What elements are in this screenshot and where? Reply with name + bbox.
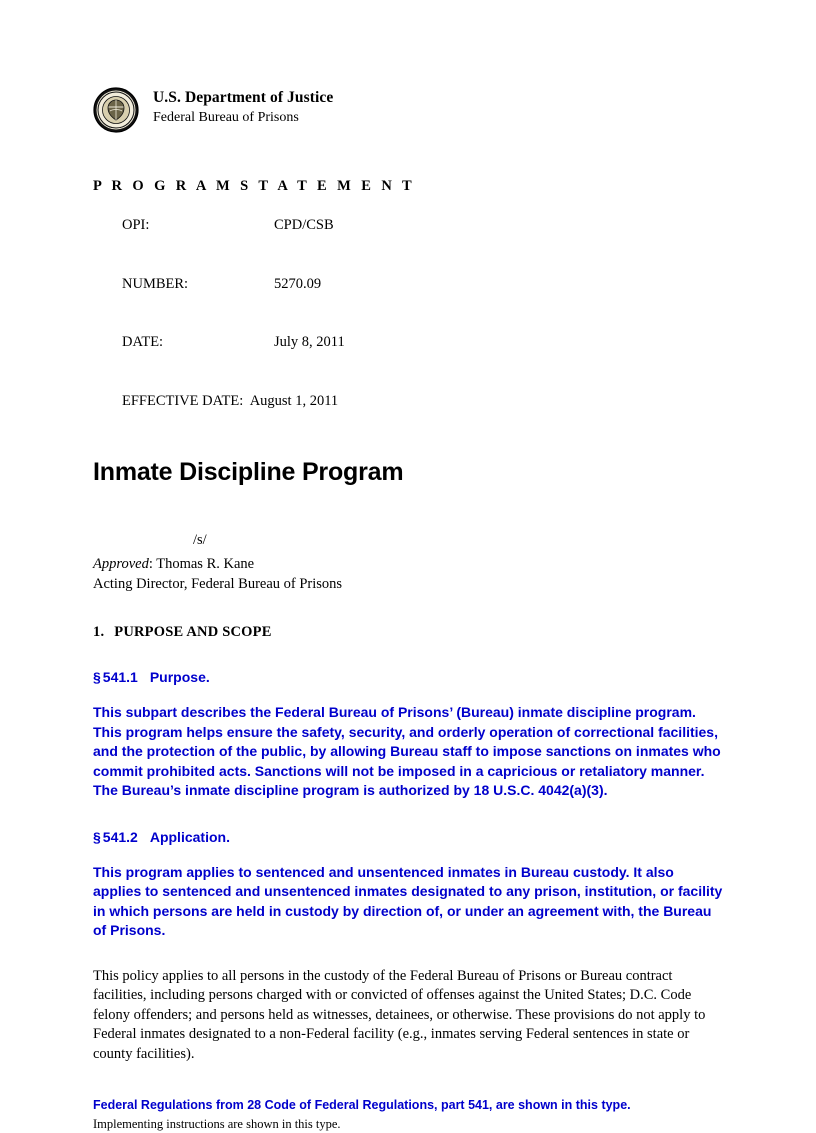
signature-role: Acting Director, Federal Bureau of Prisons bbox=[93, 575, 343, 592]
program-statement-heading: P R O G R A M S T A T E M E N T bbox=[93, 178, 416, 194]
meta-label-number: NUMBER: bbox=[122, 275, 189, 292]
meta-label-opi: OPI: bbox=[122, 217, 150, 233]
implementing-instructions-text: This policy applies to all persons in the custody of the Federal Bureau of Prisons or Bureau contract facilities, including persons charged with or convicted of offenses against the United States; D.C. Code felony offenders; and persons held as witnesses, detainees, or otherwise. These provisions do not apply to Federal inmates designated to a non-Federal facility (e.g., inmates serving Federal sentences in state or county facilities). bbox=[93, 967, 706, 1062]
section-name: PURPOSE AND SCOPE bbox=[114, 624, 272, 640]
doj-seal-icon bbox=[93, 87, 139, 133]
meta-row-number bbox=[93, 255, 723, 314]
meta-row-date bbox=[93, 314, 723, 373]
agency-block bbox=[153, 86, 333, 127]
section-symbol-icon: § bbox=[93, 828, 101, 845]
meta-row-opi bbox=[93, 197, 723, 256]
regulation-body-541-1: This subpart describes the Federal Bureau of Prisons’ (Bureau) inmate discipline program. This program helps ensure the safety, security, and orderly operation of correctional facilities, and the protection of the public, by allowing Bureau staff to impose sanctions on inmates who commit prohibited acts. Sanctions will not be imposed in a capricious or retaliatory manner. The Bureau’s inmate discipline program is authorized by 18 U.S.C. 4042(a)(3). bbox=[93, 704, 721, 798]
legend-implementing-note: Implementing instructions are shown in this type. bbox=[93, 1117, 341, 1131]
meta-value-effective-date: August 1, 2011 bbox=[249, 392, 339, 409]
meta-value-number: 5270.09 bbox=[274, 275, 322, 292]
regulation-number-541-2: 541.2 bbox=[102, 828, 138, 845]
section-symbol-icon: § bbox=[93, 669, 101, 685]
document-body bbox=[93, 86, 723, 1133]
legend-regulations-note: Federal Regulations from 28 Code of Federal Regulations, part 541, are shown in this type. bbox=[93, 1098, 631, 1112]
regulation-number-541-1: 541.1 bbox=[102, 669, 138, 685]
meta-value-date: July 8, 2011 bbox=[274, 334, 345, 350]
program-statement-block bbox=[93, 177, 723, 431]
agency-subname: Federal Bureau of Prisons bbox=[153, 110, 299, 125]
approved-label: Approved bbox=[93, 556, 149, 572]
regulation-heading-541-2 bbox=[93, 829, 723, 845]
meta-row-effective-date bbox=[93, 372, 723, 431]
regulation-title-541-2: Application. bbox=[149, 828, 230, 845]
meta-value-opi: CPD/CSB bbox=[274, 217, 334, 233]
section-heading bbox=[93, 624, 723, 641]
page-title: Inmate Discipline Program bbox=[93, 457, 404, 486]
agency-name: U.S. Department of Justice bbox=[153, 89, 334, 106]
regulation-heading-541-1 bbox=[93, 669, 723, 685]
document-header bbox=[93, 86, 723, 133]
regulation-body-541-2: This program applies to sentenced and unsentenced inmates in Bureau custody. It also applies to sentenced and unsentenced inmates designated to any prison, institution, or facility in which persons are held in custody by direction of, or under an agreement with, the Bureau of Prisons. bbox=[93, 863, 723, 938]
type-legend bbox=[93, 1097, 723, 1133]
section-number: 1. bbox=[93, 624, 105, 640]
signature-block bbox=[93, 531, 723, 595]
regulation-title-541-1: Purpose. bbox=[149, 669, 210, 685]
signature-approved-line bbox=[93, 555, 723, 575]
meta-label-effective-date: EFFECTIVE DATE: bbox=[122, 392, 244, 409]
signature-mark: /s/ bbox=[193, 531, 207, 548]
approved-name: : Thomas R. Kane bbox=[148, 556, 255, 572]
meta-label-date: DATE: bbox=[122, 334, 164, 350]
